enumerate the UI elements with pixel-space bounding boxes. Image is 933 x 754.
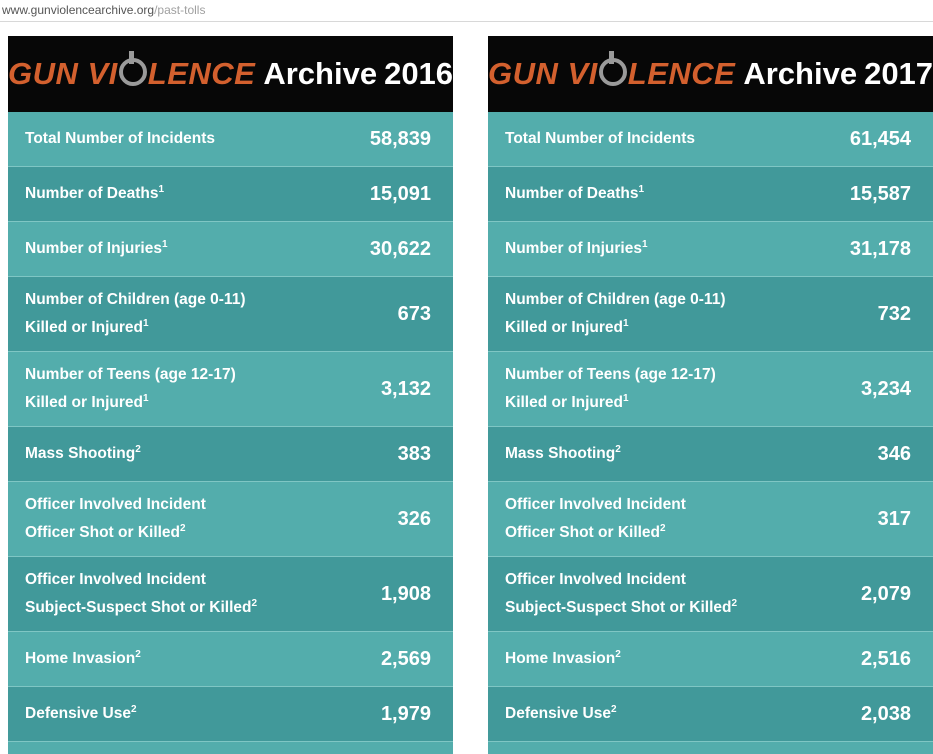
power-icon <box>599 58 627 86</box>
footnote-marker: 1 <box>622 392 629 404</box>
stat-row-teens <box>8 352 453 427</box>
panel-year: 2016 <box>384 56 453 91</box>
stat-value: 2,079 <box>860 582 911 605</box>
stat-label: Mass Shooting$^2$ <box>25 443 141 462</box>
stat-row-deaths <box>488 167 933 222</box>
stat-value: 3,234 <box>860 377 911 400</box>
panel-year: 2017 <box>864 56 933 91</box>
stat-value: 1,908 <box>380 582 431 605</box>
footnote-marker: 1 <box>641 238 648 250</box>
stat-label: Defensive Use$^2$ <box>25 703 137 722</box>
stat-value: 732 <box>877 302 911 325</box>
footnote-marker: 2 <box>660 522 666 534</box>
address-bar[interactable] <box>0 0 933 22</box>
stat-value: 15,587 <box>849 182 911 205</box>
footnote-marker: 2 <box>731 597 738 609</box>
stat-label: Number of Injuries$^1$ <box>25 238 168 257</box>
footnote-marker: 2 <box>615 648 621 660</box>
stat-value: 2,516 <box>860 647 911 670</box>
stat-row-partial <box>488 742 933 754</box>
stat-value: 58,839 <box>369 127 431 150</box>
stat-row-mass-shooting <box>8 427 453 482</box>
stat-value: 15,091 <box>369 182 431 205</box>
stats-panel-2016 <box>8 36 453 754</box>
stat-value: 2,569 <box>380 647 431 670</box>
stat-row-partial <box>8 742 453 754</box>
stat-row-suspect-shot <box>8 557 453 632</box>
stat-value: 326 <box>397 507 431 530</box>
stat-value: 61,454 <box>849 127 911 150</box>
footnote-marker: 2 <box>610 703 617 715</box>
footnote-marker: 1 <box>622 317 629 329</box>
stat-label: Number of Children (age 0-11) Killed or Injured$^1$ <box>25 291 246 336</box>
footnote-marker: 1 <box>161 238 168 250</box>
stat-value: 346 <box>877 442 911 465</box>
stat-label: Officer Involved Incident Officer Shot or Killed$^2$ <box>25 496 206 541</box>
stat-row-officer-shot <box>8 482 453 557</box>
power-icon <box>119 58 147 86</box>
stat-value: 3,132 <box>380 377 431 400</box>
url-host: www.gunviolencearchive.org <box>2 3 155 17</box>
stat-row-children <box>488 277 933 352</box>
stat-value: 383 <box>397 442 431 465</box>
stat-value: 2,038 <box>860 702 911 725</box>
stat-value: 1,979 <box>380 702 431 725</box>
stat-row-total-incidents <box>488 112 933 167</box>
stat-row-children <box>8 277 453 352</box>
url-path: /past-tolls <box>154 3 206 17</box>
panel-header <box>488 36 933 112</box>
logo-wordmark: GUN VI LENCE <box>488 56 736 91</box>
logo-wordmark: GUN VI LENCE <box>8 56 256 91</box>
stat-row-suspect-shot <box>488 557 933 632</box>
stat-row-officer-shot <box>488 482 933 557</box>
footnote-marker: 1 <box>158 183 165 195</box>
stat-value: 31,178 <box>849 237 911 260</box>
logo-archive-text: Archive <box>263 56 378 91</box>
stat-label: Number of Deaths$^1$ <box>25 183 165 202</box>
stat-row-defensive-use <box>8 687 453 742</box>
stat-row-home-invasion <box>8 632 453 687</box>
footnote-marker: 2 <box>615 443 621 455</box>
stat-row-injuries <box>488 222 933 277</box>
footnote-marker: 2 <box>251 597 258 609</box>
footnote-marker: 1 <box>142 317 149 329</box>
stat-row-mass-shooting <box>488 427 933 482</box>
logo-archive-text: Archive <box>743 56 858 91</box>
footnote-marker: 2 <box>130 703 137 715</box>
stat-label: Number of Teens (age 12-17) Killed or Injured$^1$ <box>505 366 716 411</box>
stat-label: Number of Children (age 0-11) Killed or Injured$^1$ <box>505 291 726 336</box>
stat-label: Total Number of Incidents <box>505 130 696 147</box>
stat-label: Home Invasion$^2$ <box>505 648 621 667</box>
stat-label: Number of Teens (age 12-17) Killed or Injured$^1$ <box>25 366 236 411</box>
footnote-marker: 2 <box>135 443 141 455</box>
panel-header <box>8 36 453 112</box>
stat-label: Officer Involved Incident Officer Shot or Killed$^2$ <box>505 496 686 541</box>
stat-label: Mass Shooting$^2$ <box>505 443 621 462</box>
stat-value: 673 <box>397 302 431 325</box>
stat-value: 317 <box>877 507 911 530</box>
stat-row-total-incidents <box>8 112 453 167</box>
stat-label: Officer Involved Incident Subject-Suspect Shot or Killed$^2$ <box>505 571 738 616</box>
stat-value: 30,622 <box>369 237 431 260</box>
stat-label: Number of Deaths$^1$ <box>505 183 645 202</box>
stat-label: Defensive Use$^2$ <box>505 703 617 722</box>
stats-panel-2017 <box>488 36 933 754</box>
stat-row-injuries <box>8 222 453 277</box>
footnote-marker: 2 <box>135 648 141 660</box>
stat-label: Officer Involved Incident Subject-Suspect Shot or Killed$^2$ <box>25 571 258 616</box>
stat-row-defensive-use <box>488 687 933 742</box>
stat-label: Number of Injuries$^1$ <box>505 238 648 257</box>
stat-row-deaths <box>8 167 453 222</box>
stat-row-home-invasion <box>488 632 933 687</box>
footnote-marker: 1 <box>142 392 149 404</box>
stat-label: Home Invasion$^2$ <box>25 648 141 667</box>
stat-label: Total Number of Incidents <box>25 130 216 147</box>
footnote-marker: 1 <box>638 183 645 195</box>
footnote-marker: 2 <box>180 522 186 534</box>
stat-row-teens <box>488 352 933 427</box>
